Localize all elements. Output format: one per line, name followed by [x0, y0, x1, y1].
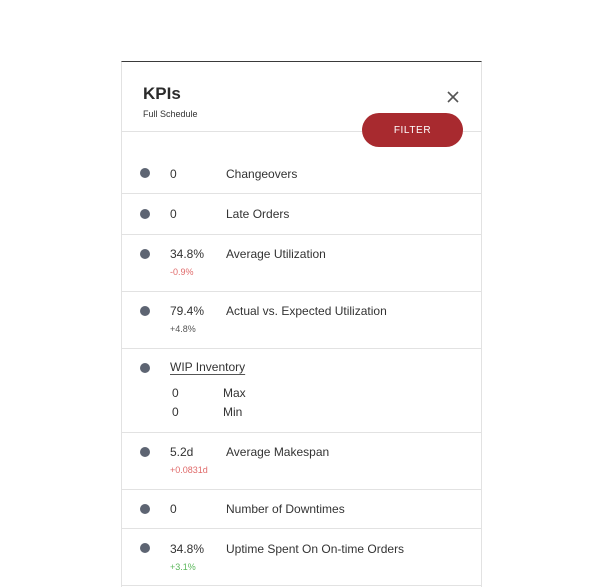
kpi-value: 0	[170, 167, 177, 181]
kpi-label: Actual vs. Expected Utilization	[226, 304, 387, 318]
kpi-label: Average Makespan	[226, 445, 330, 459]
status-dot	[140, 543, 150, 553]
kpi-row-average-utilization	[122, 235, 481, 292]
kpi-delta: +0.0831d	[170, 465, 208, 475]
kpi-label: Uptime Spent On On-time Orders	[226, 542, 405, 556]
kpi-value: 5.2d	[170, 445, 194, 459]
wip-min-label: Min	[223, 405, 243, 419]
kpi-label: Changeovers	[226, 167, 298, 181]
status-dot	[140, 168, 150, 178]
kpi-label: Late Orders	[226, 207, 290, 221]
filter-button[interactable]: FILTER	[362, 113, 463, 147]
kpi-row-changeovers	[122, 154, 481, 194]
kpi-row-actual-vs-expected-utilization	[122, 292, 481, 349]
wip-min-value: 0	[172, 405, 179, 419]
kpi-value: 79.4%	[170, 304, 205, 318]
kpi-value: 0	[170, 207, 177, 221]
kpi-row-wip-inventory	[122, 349, 481, 433]
kpi-delta: +4.8%	[170, 324, 196, 334]
close-icon[interactable]	[445, 89, 461, 105]
status-dot	[140, 363, 150, 373]
kpi-row-average-makespan	[122, 433, 481, 490]
kpi-value: 0	[170, 502, 177, 516]
status-dot	[140, 249, 150, 259]
status-dot	[140, 447, 150, 457]
kpi-label: Number of Downtimes	[226, 502, 345, 516]
kpi-value: 34.8%	[170, 247, 205, 261]
status-dot	[140, 504, 150, 514]
wip-inventory-label[interactable]: WIP Inventory	[170, 360, 246, 374]
status-dot	[140, 306, 150, 316]
wip-max-label: Max	[223, 386, 246, 400]
kpi-row-number-of-downtimes	[122, 490, 481, 529]
kpi-panel	[121, 61, 482, 587]
kpi-label: Average Utilization	[226, 247, 326, 261]
kpi-delta: -0.9%	[170, 267, 194, 277]
kpi-row-uptime-on-time-orders	[122, 529, 481, 586]
wip-max-value: 0	[172, 386, 179, 400]
kpi-value: 34.8%	[170, 542, 205, 556]
status-dot	[140, 209, 150, 219]
kpi-delta: +3.1%	[170, 562, 196, 572]
panel-subtitle: Full Schedule	[143, 109, 198, 119]
panel-title: KPIs	[143, 84, 181, 103]
kpi-row-late-orders	[122, 194, 481, 235]
